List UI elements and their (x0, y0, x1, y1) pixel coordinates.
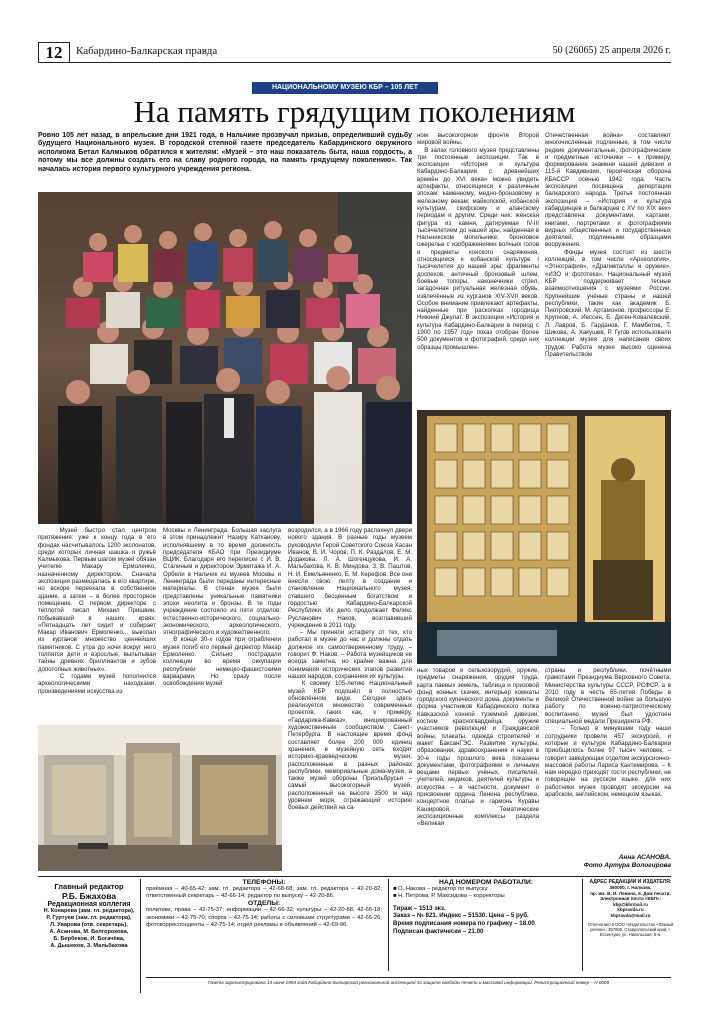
photo-credit: Фото Артура Вологирова (583, 862, 671, 869)
headline: На память грядущим поколениям (133, 94, 576, 129)
issue-staff-title: НАД НОМЕРОМ РАБОТАЛИ: (438, 879, 534, 886)
article-column: возродился, а в 1966 году распахнул двери нового здания. В разные годы музеем руководили Герой Советского Союза Хасан Иванов, В. И. Чоров, П. К. Раздалов, Е. М. Додакова, Л. А. Шогенцукова, И. А. Мальбахова, К. В. Миндова, З. В. Паштов, Н. И. Емельяненко, Б. М. Керефов. Все они внесли свою лепту в создание и становление Национального музея, ставшего бесценным богатством и гордостью Кабардино-Балкарской Республики. Их дело продолжает Феликс Русланович Наков, возглавивший учреждение в 2011 году. – Мы приняли эстафету от тех, кто работал в музее до нас и должны отдать должное их самоотверженному труду, – говорит Ф. Наков. – Работа музейщиков не всегда заметна, но крайне важна для понимания исторических этапов развития наших народов, сохранения их культуры. К своему 105-летию Национальный музей КБР подошёл в полностью обновлённом виде. Сегодня здесь реализуется множество современных проектов, таких как, к примеру, «Гардарика-Кавказ», инициированный художественным сообществом Санкт-Петербурга. В настоящее время фонд составляет более 200 000 единиц хранения, в музейную сеть входят историко-краеведческие музеи, расположенные в разных районах республики, мемориальные дома-музеи, а также музей обороны Приэльбрусья – самый высокогорный музей, расположенный на высоте 3500 м над уровнем моря, отражающий историю боевых действий на са- (288, 527, 412, 812)
address-title: АДРЕС РЕДАКЦИИ И ИЗДАТЕЛЯ: (589, 879, 672, 885)
article-column: ном высокогорном фронте Второй мировой войны. В залах головного музея представлены три постоянные экспозиции. Так в экспозиции «История и культура Кабардино-Балкарии с древнейших времён до XVI века» можно увидеть артефакты, относящиеся к различным эпохам: каменному, медно-бронзовому и железному векам; майкопской, кобанской культурам, скифскому и аланскому периодам и другим. Среди них: женская фигура из камня, датируемая IV-III тысячелетием до нашей эры, найденная в Нальчикском могильнике; бронзовое ожерелье с изображениями волчьих голов и предметы конского снаряжения, относящиеся к кобанской культуре I тысячелетия до нашей эры; фрагменты доспехов, античный бронзовый шлем, боевые топоры, наконечники стрел, загадочная ритуальная железная обувь, извлечённые из курганов XIV-XVII веков. Особое внимание привлекают артефакты, найденные при раскопках городища Нижний Джулат. В экспозиции «История и культура Кабардино-Балкарии в период с 1900 по 1957 год» показ отобран более 500 документов и фотографий, среди них образцы промышлен- (417, 132, 539, 351)
article-column: ных товаров и сельхозорудий, оружие, предметы снаряжения, орудия труда, карта паевых земель, таблица и призовой фонд конных скачек, интерьер комнаты городского купеческого дома, документы и форма участников Кабардинского полка Кавказской конной туземной дивизии, костюм красногвардейца, оружие участников революций и Гражданской войны, плакаты, одежда строителей и макет БаксанГЭС. Развитие культуры, образования, здравоохранения и науки в 30-е годы прошлого века показаны документами, фотографиями и личными вещами первых учёных, писателей, учителей, медиков, деятелей культуры и искусства – в частности, документ о присвоении ордена Ленина республике, концертное платье и гармонь Куравы Кашировой. Тематические экспозиционные комплексы раздела «Великая (417, 667, 541, 828)
departments-title: ОТДЕЛЫ: (247, 900, 281, 908)
issue-staff-list: ■ О. Накова – редактор по выпуску ■ Н. Петрова, Р. Максидова – корректоры (393, 886, 505, 900)
museum-exhibit-photo (417, 410, 671, 664)
registration-line: Газета зарегистрирована 14 июня 1994 года Кабардино-Балкарской региональной инспекцией по защите свободы печати и массовой информации. Регистрационный номер – Н 0009 (146, 977, 671, 985)
phones-text: приёмная – 40-65-42; зам. гл. редактора – 42-68-68; зам. гл. редактора – 42-20-82; ответственный секретарь – 42-66-14; редактор по выпуску – 42-20-86. (146, 886, 382, 900)
rubric-text: НАЦИОНАЛЬНОМУ МУЗЕЮ КБР – 105 ЛЕТ (271, 84, 419, 91)
museum-hall-photo (38, 725, 282, 871)
editor-name: Р.Б. Бжахова (61, 891, 117, 901)
page-number: 12 (38, 42, 70, 63)
phones-block (146, 879, 382, 971)
article-column: Музей быстро стал центром притяжения: уже к концу года в его фондах насчитывалось 1200 экспонатов, среди которых личная шашка и ружьё Калмыкова. Первым шагом музей обязан учителю Макару Ермоленко, назначенному директором. Сначала экспозиция размещалась в его квартире, но вскоре переехала в собственное здание, а затем – в более просторное помещение. О первом директоре с теплотой писал Михаил Пришвин, побывавший в наших краях: «Пятнадцать лет сидит и собирает Макар Иванович Ермоленко... выкопал из курганов множество ценнейших памятников. С утра до ночи вокруг него толпятся дети и взрослые, выпытывая тайны древних бриллиантов и зубов допотопных животных». С годами музей пополнился археологическими находками, произведениями искусства из (38, 527, 156, 695)
rubric-banner (252, 82, 438, 94)
article-column: Отечественная война» составляют многочисленные подлинные, в том числе редкие документальные, фотографические и предметные источники – к примеру, формирование знамени нашей дивизии и 115-й Кавдивизии, героическая оборона КБАССР осенью 1942 года. Часть экспозиции посвящена депортации балкарского народа. Третья постоянная экспозиция – «История и культура кабардинцев и балкарцев с XV по XIX век» представлена документами, картами, книгами, портретами и фотографиями видных общественных и государственных деятелей, подлинными образцами вооружения. Фонды музея состоят из шести коллекций, в том числе «Археология», «Этнография», «Драгметаллы и оружие», «ИЗО и фототека». Национальный музей КБР поддерживает тесные взаимоотношения с музеями России. Крупнейшие учёные страны и нашей республики, такие как академик Б. Пиотровский, М. Артамонов, профессоры Е. Крупнов, А. Иессен, Б. Деген-Ковалевский, Л. Лавров, Б. Гарданов, Г. Мамбетов, Т. Шикова, А. Хакушев, Р. Гугов использовали коллекции музея для написания своих трудов. Работа музея высоко оценена Правительством (545, 132, 671, 358)
author-signature: Анна АСАНОВА. (618, 854, 671, 861)
departments-text: политики, права – 42-75-37; информации – 42-66-32; культуры – 42-20-88, 42-66-18; экономики – 42-75-70; спорта – 42-75-14; работы с силовыми структурами – 42-66-26; фотокорреспонденты – 42-75-14; отдел рекламы и объявлений – 42-69-96. (146, 907, 382, 928)
editor-block (38, 879, 141, 993)
board-title: Редакционная коллегия (47, 901, 131, 908)
footer (38, 876, 674, 995)
lead-paragraph: Ровно 105 лет назад, в апрельские дни 1921 года, в Нальчике прозвучал призыв, определивший судьбу будущего Национального музея. В городской степной газете председатель Кабардинского окружного исполкома Бетал Калмыков обратился к жителям: «Музей – это наш показатель быта, наша гордость, а потому мы все должны создать его на славу родного города, на память грядущему поколению». Так началась история первого культурного учреждения региона. (38, 132, 412, 173)
article-column: Москвы и Ленинграда. Большая заслуга в этом принадлежит Назиру Катханову, исполнявшему в то время должность председателя КБАО при Президиуме ВЦИК. Благодаря его переписке с И. В. Сталиным и директором Эрмитажа И. А. Орбели в Нальчик из музеев Москвы и Ленинграда были переданы интересные материалы. В стенах музея были представлены уникальные памятники эпохи неолита и бронзы. В те годы учреждение состояло из пяти отделов: естественно-исторического, социально-экономического, археологического, этнографического и художественного. В конце 30-х годов при ограблении музея погиб его первый директор Макар Ермоленко. Сильно пострадали коллекции во время оккупации республики немецко-фашистскими варварами. Но сразу после освобождения музей (163, 527, 281, 688)
article-column: страны и республики, почётными грамотами Президиума Верховного Совета, Министерства культуры СССР, РСФСР, а в 2010 году в честь 65-летия Победы в Великой Отечественной войне за большую работу по военно-патриотическому воспитанию музей был удостоен специальной медали Президента РФ. – Только в минувшем году наши сотрудники провели 457 экскурсий, и которые и культуре Кабардино-Балкарии приобщилось более 97 тысяч человек, – говорит заведующая отделом экскурсионно-массовой работы Лариса Кантемирова. – К нам нередко приходят гости республики, не говорящие на русском языке, для них работники музея проводят экскурсии на арабском, английском, немецком языках. (545, 667, 671, 799)
printer-text: Отпечатано в ООО «Издательство «Южный регион», 357600, Ставропольский край, г. Ессентуки, ул. Никольская, 5-а. (587, 921, 674, 937)
phones-title: ТЕЛЕФОНЫ: (242, 879, 286, 886)
issue-date: 50 (26065) 25 апреля 2026 г. (552, 45, 671, 56)
address-text: 360000, г. Нальчик, пр. им. В. И. Ленина, 5. Дом печати. Электронная почта «КБП»: kbp@kbrmail.ru kbpravda.ru kbpravda@mail.ru (590, 885, 671, 918)
issue-staff-block (388, 879, 579, 971)
paper-name: Кабардино-Балкарская правда (76, 45, 218, 57)
editor-title: Главный редактор (54, 882, 124, 891)
address-block (582, 879, 675, 971)
print-info: Тираж – 1513 экз. Заказ – № 821. Индекс – 51530. Цена – 5 руб. Время подписания номера по графику – 18.00 Подписан фактически – 21.00 (393, 904, 535, 935)
staff-group-photo (38, 192, 412, 524)
board-members: Н. Конарева (зам. гл. редактора), Р. Гуртуев (зам. гл. редактора), Л. Уварова (отв. секретарь), А. Асанова, М. Белгорокова, Б. Бербеков, И. Богачёва, А. Дышеков, З. Мальбахова (43, 908, 135, 949)
page-header (38, 42, 671, 63)
